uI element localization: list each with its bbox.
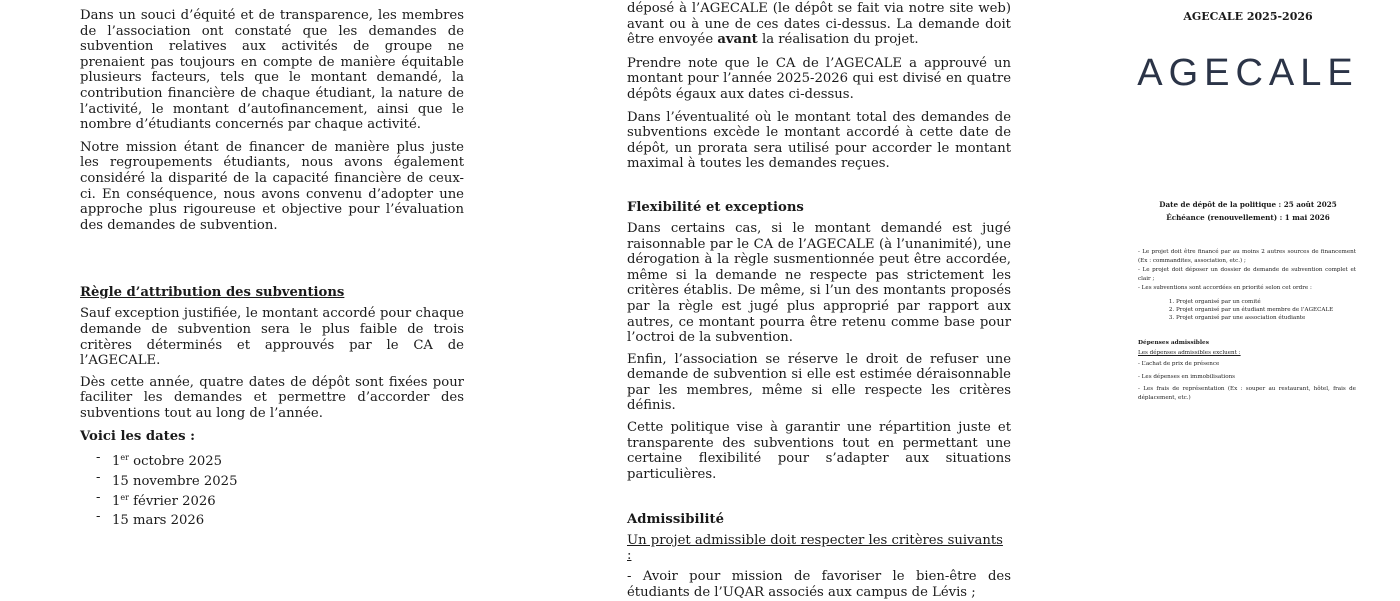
mission-paragraph: Notre mission étant de financer de manière plus juste les regroupements étudiants, nous avons également considéré la disparité de la capacité financière de ceux-ci. En conséquence, nous avons convenu d’adopter une approche plus rigoureuse et objective pour l’évaluation des demandes de subvention. [80, 139, 464, 233]
right-column [1138, 0, 1358, 500]
intro-paragraph: Dans un souci d’équité et de transparence, les membres de l’association ont constaté que les demandes de subvention relatives aux activités de groupe ne prenaient pas toujours en compte de manière équitable plusieurs facteurs, tels que le montant demandé, la contribution financière de chaque étudiant, la nature de l’activité, le montant d’autofinancement, ainsi que le nombre d’étudiants concernés par chaque activité. [80, 8, 464, 133]
list-item: 1. Projet organisé par un comité [1176, 298, 1356, 306]
deposit-date: Date de dépôt de la politique : 25 août 2025 [1159, 200, 1337, 209]
criterion-funding: - Le projet doit être financé par au moins 2 autres sources de financement (Ex : commandites, association, etc.) ; [1138, 249, 1356, 264]
flexibility-paragraph: Dans certains cas, si le montant demandé est jugé raisonnable par le CA de l’AGECALE (à l’unanimité), une dérogation à la règle susmentionnée peut être accordée, même si la demande ne respecte pas strictement les critères établis. De même, si l’un des montants proposés par la règle est jugé plus approprié par rapport aux autres, ce montant pourra être retenu comme base pour l’octroi de la subvention. [627, 220, 1011, 346]
note-paragraph: Prendre note que le CA de l’AGECALE a approuvé un montant pour l’année 2025-2026 qui est divisé en quatre dépôts égaux aux dates ci-dessus. [627, 55, 1011, 102]
dates-heading: Voici les dates : [80, 429, 196, 445]
rules-paragraph: Sauf exception justifiée, le montant accordé pour chaque demande de subvention sera le plus faible de trois critères déterminés et approuvés par le CA de l’AGECALE. [80, 306, 464, 369]
list-item: - 1er octobre 2025 [96, 450, 223, 470]
list-item: - 15 novembre 2025 [96, 470, 238, 490]
expense-item: - Les frais de représentation (Ex : souper au restaurant, hôtel, frais de déplacement, etc.) [1138, 386, 1356, 401]
expenses-subheading: Les dépenses admissibles excluent : [1138, 349, 1241, 356]
eligibility-item: - Avoir pour mission de favoriser le bien-être des étudiants de l’UQAR associés aux campus de Lévis ; [627, 569, 1011, 601]
flexibility-heading: Flexibilité et exceptions [627, 199, 804, 215]
expenses-heading: Dépenses admissibles [1138, 339, 1209, 346]
rules-heading: Règle d’attribution des subventions [80, 285, 345, 301]
criterion-priority: - Les subventions sont accordées en priorité selon cet ordre : [1138, 285, 1312, 292]
priority-list [1138, 298, 1356, 322]
policy-goal-paragraph: Cette politique vise à garantir une répartition juste et transparente des subventions tout en permettant une certaine flexibilité pour s’adapter aux situations particulières. [627, 420, 1011, 482]
expense-item: - L’achat de prix de présence [1138, 360, 1220, 367]
expense-item: - Les dépenses en immobilisations [1138, 373, 1236, 380]
eligibility-heading: Admissibilité [627, 512, 725, 528]
list-item: 2. Projet organisé par un étudiant membre de l’AGECALE [1176, 306, 1356, 314]
eligibility-subheading: Un projet admissible doit respecter les critères suivants : [627, 533, 1003, 564]
svg-text:AGECALE: AGECALE [1137, 52, 1359, 94]
document-title: AGECALE 2025-2026 [1183, 10, 1313, 23]
list-item: - 15 mars 2026 [96, 509, 205, 529]
criterion-dossier: - Le projet doit déposer un dossier de demande de subvention complet et clair ; [1138, 267, 1356, 282]
deposit-paragraph: déposé à l’AGECALE (le dépôt se fait via notre site web) avant ou à une de ces dates ci-dessus. La demande doit être envoyée avant la réalisation du projet. [627, 1, 1011, 48]
list-item: - 1er février 2026 [96, 489, 216, 509]
dates-list [80, 450, 464, 528]
list-item: 3. Projet organisé par une association étudiante [1176, 314, 1356, 322]
refusal-paragraph: Enfin, l’association se réserve le droit de refuser une demande de subvention si elle est estimée déraisonnable par les membres, même si elle respecte les critères définis. [627, 351, 1011, 414]
deposit-dates-paragraph: Dès cette année, quatre dates de dépôt sont fixées pour faciliter les demandes et permettre d’accorder des subventions tout au long de l’année. [80, 374, 464, 421]
left-column [80, 0, 464, 529]
agecale-logo [1137, 52, 1359, 94]
middle-column [627, 0, 1011, 601]
renewal-date: Échéance (renouvellement) : 1 mai 2026 [1166, 213, 1330, 222]
prorata-paragraph: Dans l’éventualité où le montant total des demandes de subventions excède le montant accordé à cette date de dépôt, un prorata sera utilisé pour accorder le montant maximal à toutes les demandes reçues. [627, 109, 1011, 172]
